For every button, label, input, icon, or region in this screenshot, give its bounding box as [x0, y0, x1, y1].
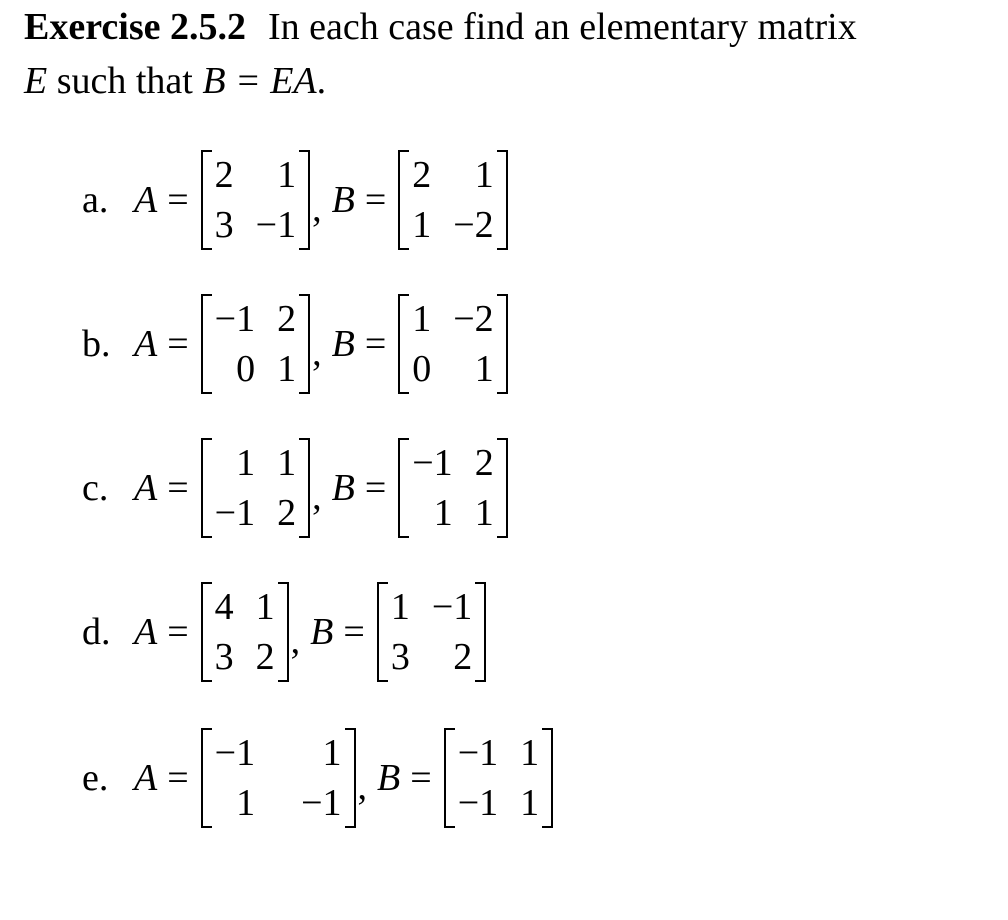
var-A: A — [134, 179, 158, 221]
matrix-cell: 1 — [474, 348, 494, 390]
matrix-cell: 1 — [277, 442, 297, 484]
equals-sign: = — [410, 757, 432, 799]
matrix-cell: −2 — [453, 204, 494, 246]
matrix-cell: 1 — [390, 586, 410, 628]
matrix-cell: −1 — [457, 782, 499, 824]
var-B: B — [310, 611, 334, 653]
item-label: c. — [82, 467, 109, 509]
matrix-cell: 1 — [520, 732, 540, 774]
matrix-cell: 3 — [390, 636, 410, 678]
matrix-B — [398, 150, 507, 250]
item-e — [82, 726, 553, 830]
var-B: B — [331, 323, 355, 365]
matrix-cell: 1 — [236, 782, 256, 824]
var-B: B — [331, 467, 355, 509]
equals-sign: = — [167, 467, 189, 509]
var-A: A — [134, 467, 158, 509]
comma: , — [312, 332, 322, 374]
matrix-cell: 1 — [520, 782, 540, 824]
matrix-cell: 2 — [255, 636, 275, 678]
exercise-line-2-text: such that — [47, 60, 203, 102]
comma: , — [312, 476, 322, 518]
matrix-cell: −1 — [214, 298, 256, 340]
equals-sign: = — [167, 323, 189, 365]
var-B: B — [331, 179, 355, 221]
equals-sign: = — [167, 611, 189, 653]
matrix-cell: 1 — [277, 154, 297, 196]
matrix-cell: 2 — [412, 154, 432, 196]
exercise-label: Exercise 2.5.2 — [24, 6, 246, 48]
matrix-cell: −1 — [301, 782, 342, 824]
matrix-cell: 2 — [453, 636, 473, 678]
matrix-cell: 0 — [412, 348, 432, 390]
matrix-cell: 1 — [277, 348, 297, 390]
comma: , — [290, 620, 301, 662]
equation-B-EA: B = EA — [202, 60, 317, 102]
matrix-cell: 1 — [433, 492, 453, 534]
var-A: A — [134, 323, 158, 365]
exercise-heading — [24, 0, 994, 108]
matrix-cell: 2 — [214, 154, 234, 196]
matrix-A — [201, 294, 310, 394]
matrix-cell: 1 — [474, 154, 494, 196]
matrix-cell: −1 — [255, 204, 297, 246]
item-d — [82, 580, 486, 684]
period: . — [316, 60, 327, 102]
var-A: A — [134, 611, 158, 653]
matrix-cell: 1 — [322, 732, 342, 774]
matrix-cell: 1 — [412, 298, 432, 340]
equals-sign: = — [167, 179, 189, 221]
equals-sign: = — [167, 757, 189, 799]
equals-sign: = — [364, 323, 387, 365]
matrix-cell: −1 — [214, 732, 256, 774]
matrix-cell: 4 — [214, 586, 234, 628]
equals-sign: = — [364, 179, 387, 221]
matrix-cell: 3 — [214, 636, 234, 678]
comma: , — [312, 188, 322, 230]
matrix-B — [398, 294, 507, 394]
matrix-cell: −1 — [412, 442, 453, 484]
matrix-cell: 1 — [255, 586, 275, 628]
matrix-cell: 1 — [474, 492, 494, 534]
matrix-B — [398, 438, 507, 538]
matrix-A — [201, 582, 289, 682]
item-a — [82, 148, 508, 252]
matrix-B — [377, 582, 486, 682]
matrix-cell: 3 — [214, 204, 234, 246]
item-label: e. — [82, 757, 109, 799]
matrix-cell: −1 — [431, 586, 473, 628]
matrix-cell: 1 — [236, 442, 256, 484]
matrix-A — [201, 150, 310, 250]
matrix-cell: −1 — [214, 492, 256, 534]
exercise-instruction: In each case find an elementary matrix — [267, 6, 857, 48]
equals-sign: = — [364, 467, 387, 509]
item-b — [82, 292, 508, 396]
matrix-cell: 2 — [277, 492, 297, 534]
item-label: d. — [82, 611, 111, 653]
matrix-cell: 2 — [474, 442, 494, 484]
item-label: a. — [82, 179, 109, 221]
matrix-E-symbol: E — [24, 60, 48, 102]
matrix-A — [201, 728, 356, 828]
item-label: b. — [82, 323, 111, 365]
equals-sign: = — [343, 611, 365, 653]
comma: , — [357, 766, 368, 808]
matrix-cell: −1 — [457, 732, 499, 774]
matrix-cell: 0 — [236, 348, 256, 390]
exercise-line-2 — [24, 54, 994, 108]
matrix-cell: −2 — [453, 298, 494, 340]
matrix-cell: 2 — [277, 298, 297, 340]
exercise-line-1 — [24, 0, 994, 54]
item-c — [82, 436, 508, 540]
matrix-B — [444, 728, 553, 828]
matrix-A — [201, 438, 310, 538]
var-B: B — [377, 757, 401, 799]
var-A: A — [134, 757, 158, 799]
matrix-cell: 1 — [412, 204, 432, 246]
